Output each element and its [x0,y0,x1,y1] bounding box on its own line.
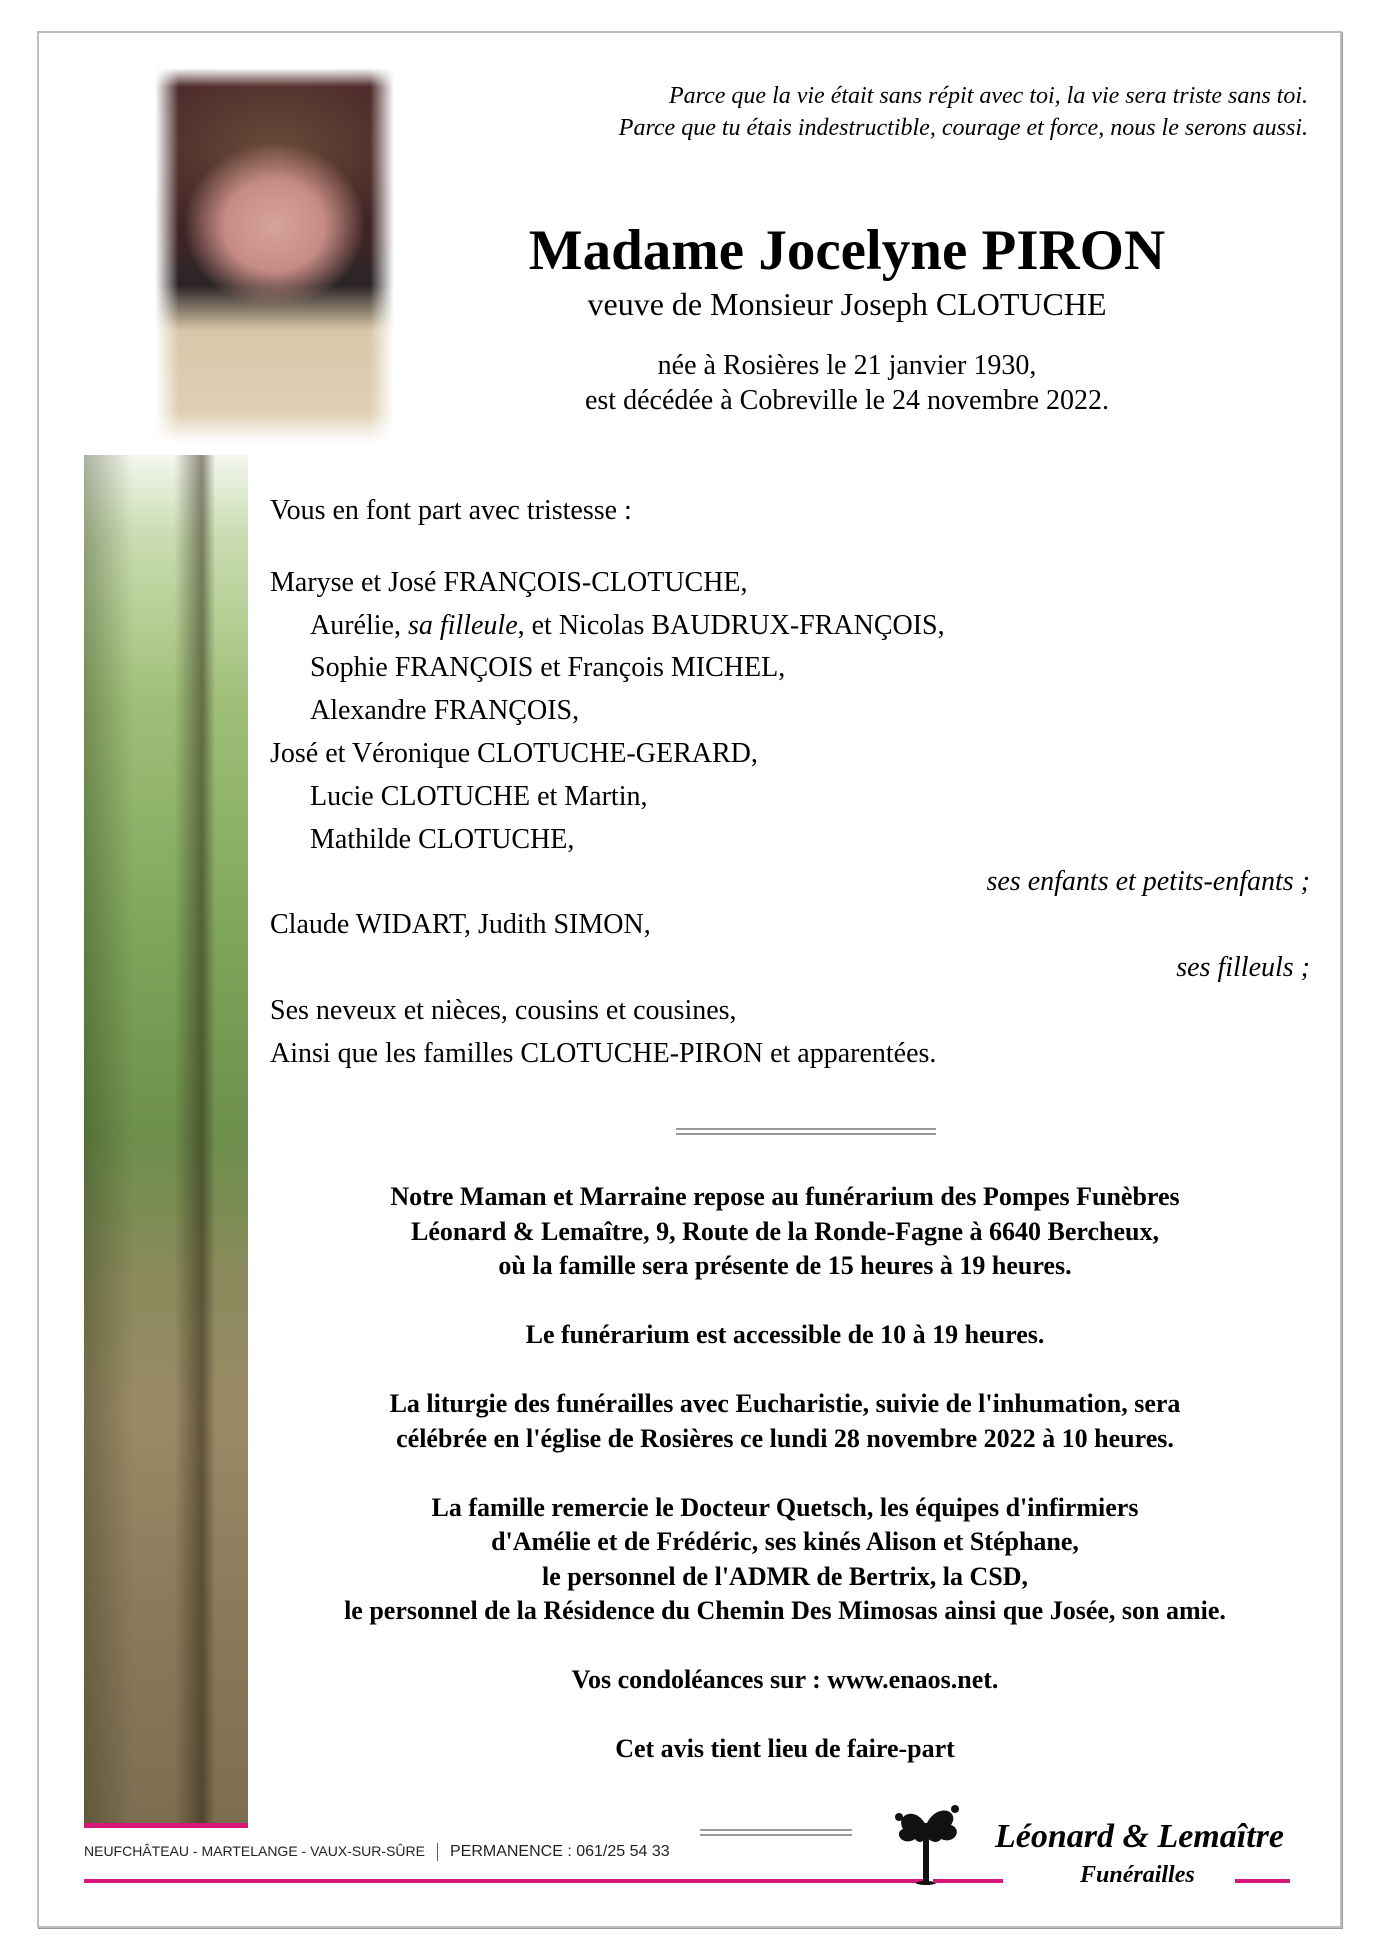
info-line: le personnel de la Résidence du Chemin Des Mimosas ainsi que Josée, son amie. [344,1596,1226,1625]
info-line: Cet avis tient lieu de faire-part [615,1734,955,1763]
death-line: est décédée à Cobreville le 24 novembre 2022. [584,385,1110,416]
info-line: La famille remercie le Docteur Quetsch, les équipes d'infirmiers [431,1492,1139,1522]
widow-of: veuve de Monsieur Joseph CLOTUCHE [587,286,1107,322]
info-paragraph [270,1180,1300,1284]
footer-accent-line [84,1879,924,1883]
intro: Vous en font part avec tristesse : [270,495,632,526]
info-line: où la famille sera présente de 15 heures à 19 heures. [498,1251,1072,1280]
family-line: José et Véronique CLOTUCHE-GERARD, [270,737,758,769]
funeral-info [270,1180,1300,1801]
family-role: ses enfants et petits-enfants ; [986,866,1310,898]
logo-subtitle: Funérailles [1080,1862,1195,1888]
family-line: Mathilde CLOTUCHE, [310,823,575,855]
others-line: Ainsi que les familles CLOTUCHE-PIRON et apparentées. [270,1037,937,1069]
announcement [270,490,1310,1075]
info-line: Vos condoléances sur : www.enaos.net. [571,1665,999,1694]
text: Aurélie, [310,609,408,641]
footer-contact [84,1843,670,1861]
permanence-phone: PERMANENCE : 061/25 54 33 [449,1843,670,1860]
godchildren-role: ses filleuls ; [1176,951,1310,983]
others-line: Ses neveux et nièces, cousins et cousines, [270,994,737,1026]
info-paragraph [270,1491,1300,1629]
family-line: Maryse et José FRANÇOIS-CLOTUCHE, [270,566,748,598]
info-paragraph [270,1663,1300,1698]
locations: NEUFCHÂTEAU - MARTELANGE - VAUX-SUR-SÛRE [84,1843,425,1859]
info-line: Le funérarium est accessible de 10 à 19 heures. [525,1320,1045,1349]
logo-name: Léonard & Lemaître [995,1818,1284,1855]
text: sa filleule [407,609,518,641]
family-line: Lucie CLOTUCHE et Martin, [310,780,648,812]
deceased-name: Madame Jocelyne PIRON [528,219,1166,282]
divider [676,1128,936,1135]
family-line: Alexandre FRANÇOIS, [310,695,580,727]
info-paragraph [270,1387,1300,1456]
info-paragraph [270,1732,1300,1767]
info-line: Léonard & Lemaître, 9, Route de la Ronde-Fagne à 6640 Bercheux, [411,1216,1159,1246]
info-line: La liturgie des funérailles avec Eucharistie, suivie de l'inhumation, sera [389,1389,1181,1418]
quote [619,80,1308,144]
portrait-photo [155,68,394,443]
quote-line: Parce que la vie était sans répit avec toi, la vie sera triste sans toi. [669,83,1308,109]
info-line: d'Amélie et de Frédéric, ses kinés Alison et Stéphane, [491,1527,1079,1556]
family-line: Sophie FRANÇOIS et François MICHEL, [310,652,786,684]
info-paragraph [270,1318,1300,1353]
quote-line: Parce que tu étais indestructible, courage et force, nous le serons aussi. [618,115,1308,141]
life-dates [440,348,1254,418]
accent-bar [84,1823,248,1828]
separator [437,1843,438,1861]
birth-line: née à Rosières le 21 janvier 1930, [657,350,1037,381]
godchildren: Claude WIDART, Judith SIMON, [270,909,651,941]
forest-path-image [84,455,248,1823]
info-line: le personnel de l'ADMR de Bertrix, la CSD, [541,1561,1028,1591]
text: , et Nicolas BAUDRUX-FRANÇOIS, [517,609,945,641]
info-line: Notre Maman et Marraine repose au funérarium des Pompes Funèbres [390,1182,1180,1211]
logo-divider [700,1829,852,1836]
family-line [270,605,1310,648]
info-line: célébrée en l'église de Rosières ce lundi 28 novembre 2022 à 10 heures. [396,1423,1174,1453]
